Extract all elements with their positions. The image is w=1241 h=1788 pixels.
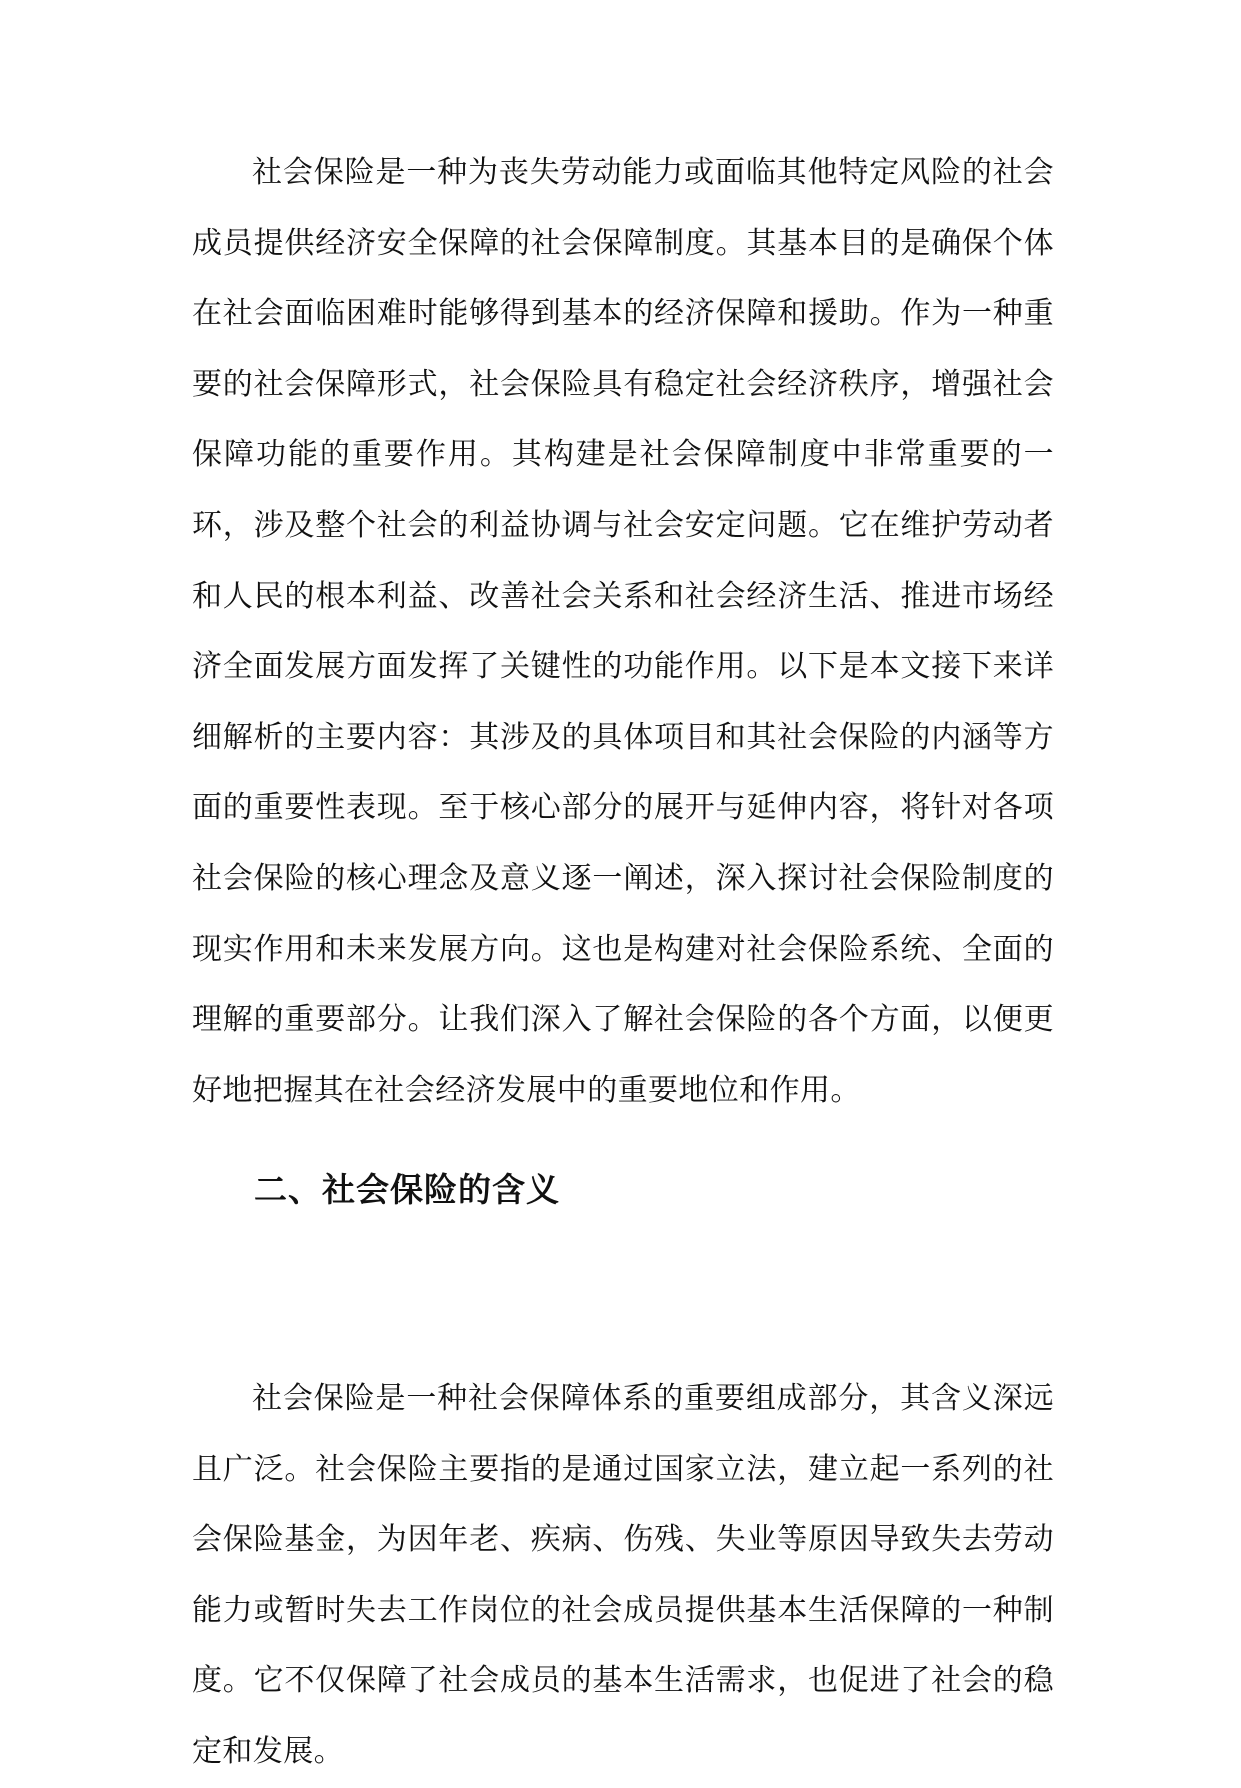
definition-paragraph: 社会保险是一种社会保障体系的重要组成部分，其含义深远且广泛。社会保险主要指的是通过国家立法，建立起一系列的社会保险基金，为因年老、疾病、伤残、失业等原因导致失去劳动能力或暂时失去工作岗位的社会成员提供基本生活保障的一种制度。它不仅保障了社会成员的基本生活需求，也促进了社会的稳定和发展。 [192, 1381, 1054, 1769]
section-heading: 二、社会保险的含义 [254, 1170, 560, 1209]
intro-paragraph: 社会保险是一种为丧失劳动能力或面临其他特定风险的社会成员提供经济安全保障的社会保障制度。其基本目的是确保个体在社会面临困难时能够得到基本的经济保障和援助。作为一种重要的社会保障形式，社会保险具有稳定社会经济秩序，增强社会保障功能的重要作用。其构建是社会保障制度中非常重要的一环，涉及整个社会的利益协调与社会安定问题。它在维护劳动者和人民的根本利益、改善社会关系和社会经济生活、推进市场经济全面发展方面发挥了关键性的功能作用。以下是本文接下来详细解析的主要内容：其涉及的具体项目和其社会保险的内涵等方面的重要性表现。至于核心部分的展开与延伸内容，将针对各项社会保险的核心理念及意义逐一阐述，深入探讨社会保险制度的现实作用和未来发展方向。这也是构建对社会保险系统、全面的理解的重要部分。让我们深入了解社会保险的各个方面，以便更好地把握其在社会经济发展中的重要地位和作用。 [192, 155, 1054, 1108]
